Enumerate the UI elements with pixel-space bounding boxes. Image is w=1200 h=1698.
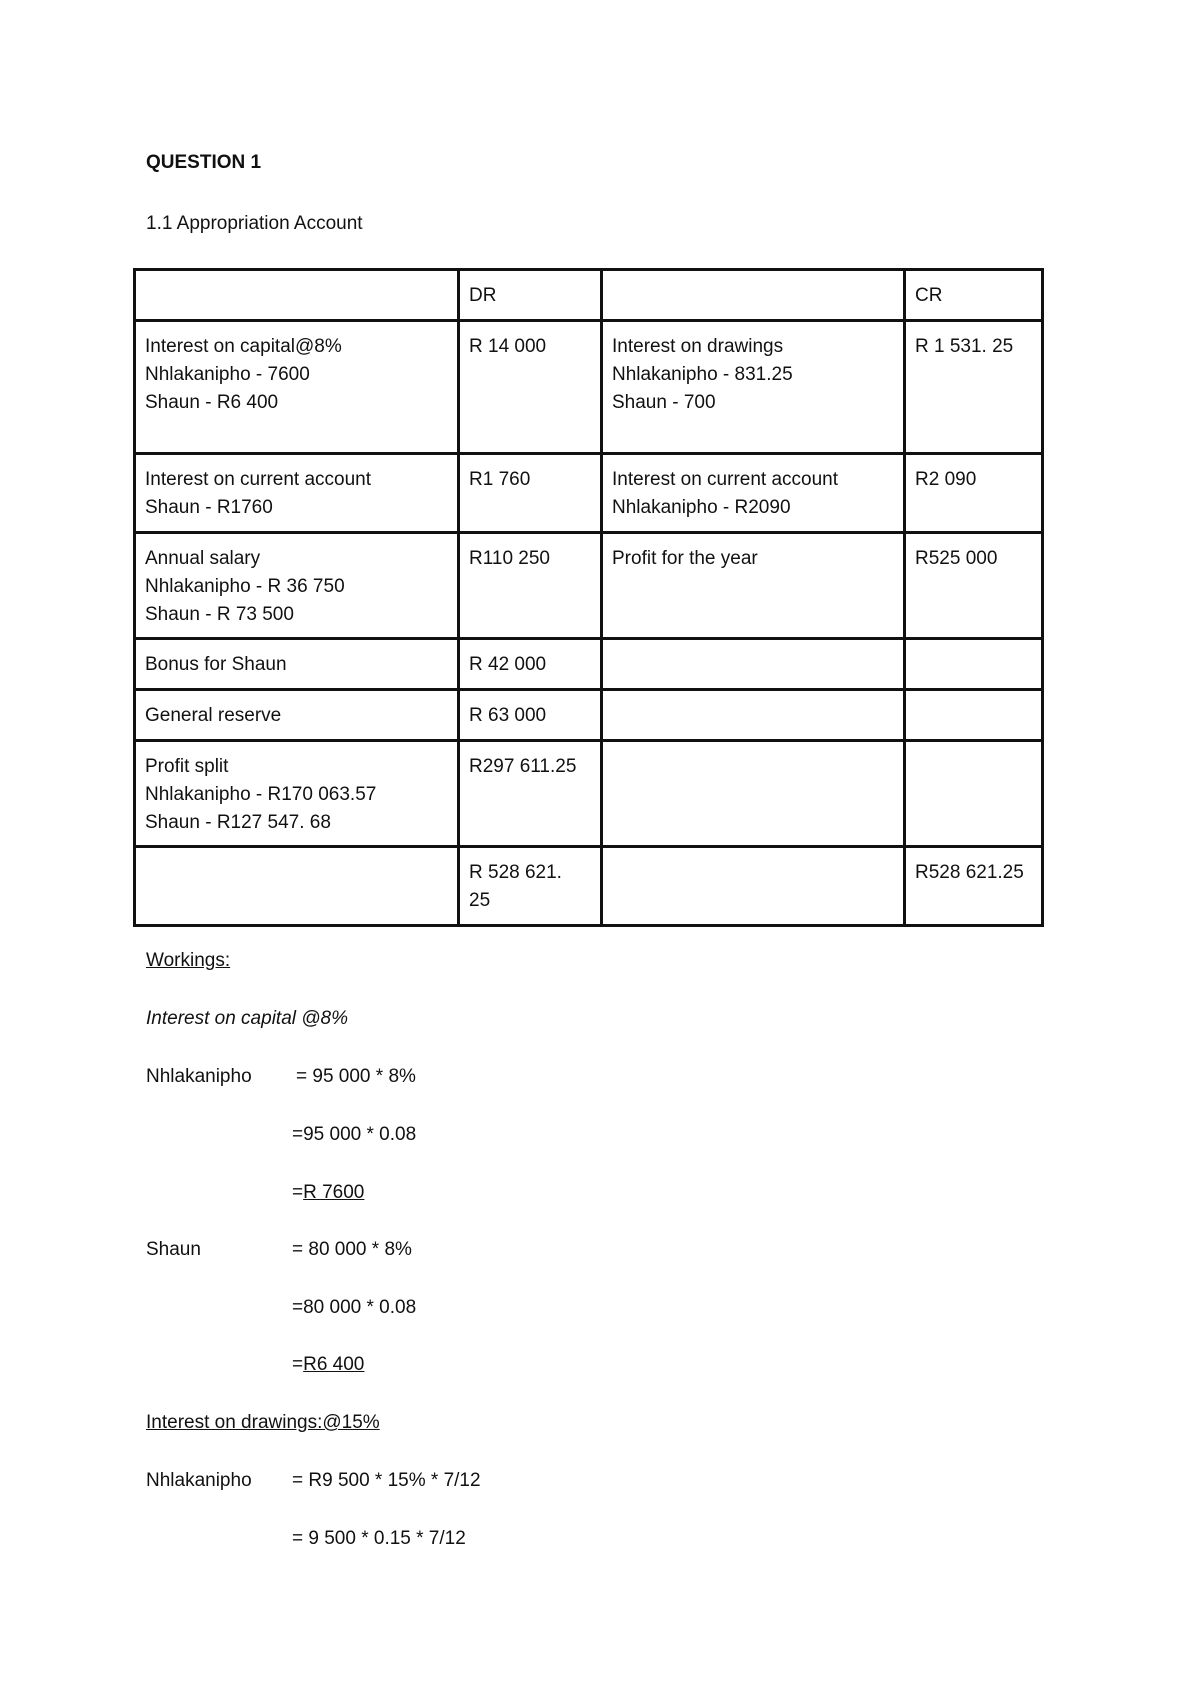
- equals-sign: =: [292, 1182, 304, 1203]
- cell-line: Nhlakanipho - 831.25: [612, 364, 793, 385]
- cell-line: Shaun - R 73 500: [145, 604, 294, 625]
- working-result-line: [292, 1351, 364, 1379]
- cell-line: Interest on current account: [145, 469, 372, 490]
- table-row: [135, 741, 1043, 847]
- cr-amount-cell: R525 000: [905, 533, 1043, 639]
- cell-line: Nhlakanipho - R 36 750: [145, 576, 345, 597]
- table-header-row: [135, 270, 1043, 321]
- dr-description-cell: [135, 321, 459, 454]
- cr-description-cell: [602, 639, 905, 690]
- cell-line: Interest on current account: [612, 469, 839, 490]
- dr-amount-cell: R110 250: [459, 533, 602, 639]
- cell-line: Bonus for Shaun: [145, 654, 287, 675]
- dr-total-cell: [459, 847, 602, 926]
- table-row: [135, 690, 1043, 741]
- dr-description-cell: [135, 454, 459, 533]
- working-line: =95 000 * 0.08: [292, 1124, 417, 1145]
- working-line: =80 000 * 0.08: [292, 1297, 417, 1318]
- header-cell-dr: DR: [459, 270, 602, 321]
- equals-sign: =: [292, 1354, 304, 1375]
- cell-line: Nhlakanipho - R170 063.57: [145, 784, 377, 805]
- header-cell: [602, 270, 905, 321]
- cr-description-cell: [602, 847, 905, 926]
- cr-amount-cell: R 1 531. 25: [905, 321, 1043, 454]
- working-line: = 80 000 * 8%: [292, 1239, 412, 1260]
- dr-amount-cell: R 63 000: [459, 690, 602, 741]
- appropriation-account-table: [133, 268, 1044, 927]
- table-total-row: [135, 847, 1043, 926]
- cell-line: Shaun - 700: [612, 392, 716, 413]
- dr-amount-cell: R 42 000: [459, 639, 602, 690]
- dr-description-cell: [135, 533, 459, 639]
- table-row: [135, 639, 1043, 690]
- drawings-nhlakanipho-label: Nhlakanipho: [146, 1470, 252, 1491]
- nhlakanipho-label: Nhlakanipho: [146, 1066, 252, 1087]
- dr-description-cell: [135, 690, 459, 741]
- dr-description-cell: [135, 741, 459, 847]
- dr-amount-cell: R 14 000: [459, 321, 602, 454]
- cell-line: Shaun - R127 547. 68: [145, 812, 331, 833]
- working-line: = 9 500 * 0.15 * 7/12: [292, 1528, 466, 1549]
- shaun-label: Shaun: [146, 1239, 201, 1260]
- page-title: QUESTION 1: [146, 152, 262, 173]
- header-cell-cr: CR: [905, 270, 1043, 321]
- cell-line: Interest on drawings: [612, 336, 784, 357]
- table-row: [135, 321, 1043, 454]
- working-line: = R9 500 * 15% * 7/12: [292, 1470, 481, 1491]
- working-result: R6 400: [303, 1354, 365, 1375]
- dr-amount-cell: R1 760: [459, 454, 602, 533]
- cr-total-cell: R528 621.25: [905, 847, 1043, 926]
- working-result: R 7600: [303, 1182, 365, 1203]
- table-row: [135, 454, 1043, 533]
- table-row: [135, 533, 1043, 639]
- cell-line: Interest on capital@8%: [145, 336, 342, 357]
- cell-line: Nhlakanipho - R2090: [612, 497, 791, 518]
- cr-amount-cell: [905, 690, 1043, 741]
- cr-amount-cell: [905, 639, 1043, 690]
- dr-total-value: R 528 621. 25: [469, 862, 562, 911]
- cr-description-cell: [602, 741, 905, 847]
- cr-amount-cell: R2 090: [905, 454, 1043, 533]
- interest-on-drawings-title: Interest on drawings:@15%: [146, 1412, 380, 1433]
- cell-line: General reserve: [145, 705, 282, 726]
- working-result-line: [292, 1179, 364, 1207]
- working-line: = 95 000 * 8%: [296, 1066, 416, 1087]
- workings-title: Workings:: [146, 950, 231, 971]
- cell-line: Profit split: [145, 756, 229, 777]
- cr-description-cell: [602, 454, 905, 533]
- cell-line: Shaun - R1760: [145, 497, 273, 518]
- cell-line: Shaun - R6 400: [145, 392, 279, 413]
- cr-description-cell: [602, 533, 905, 639]
- cell-line: Annual salary: [145, 548, 261, 569]
- dr-amount-cell: R297 611.25: [459, 741, 602, 847]
- cr-description-cell: [602, 321, 905, 454]
- cr-amount-cell: [905, 741, 1043, 847]
- interest-on-capital-title: Interest on capital @8%: [146, 1008, 349, 1029]
- cell-line: Profit for the year: [612, 548, 758, 569]
- dr-description-cell: [135, 847, 459, 926]
- dr-description-cell: [135, 639, 459, 690]
- cr-description-cell: [602, 690, 905, 741]
- section-title: 1.1 Appropriation Account: [146, 213, 363, 234]
- cell-line: Nhlakanipho - 7600: [145, 364, 310, 385]
- header-cell: [135, 270, 459, 321]
